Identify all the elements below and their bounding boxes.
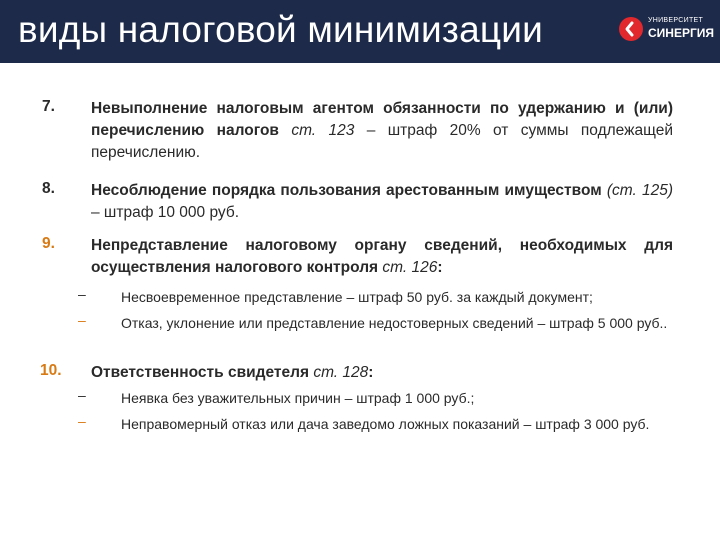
sub-item-text: Несвоевременное представление – штраф 50 руб. за каждый документ; — [121, 289, 593, 305]
dash-bullet: – — [78, 387, 86, 403]
sub-item-text: Неправомерный отказ или дача заведомо ложных показаний – штраф 3 000 руб. — [121, 416, 650, 432]
dash-bullet: – — [78, 312, 86, 328]
item-rest-text: : — [368, 364, 374, 381]
item-article: (ст. 125) — [606, 182, 673, 199]
item-article: ст. 128 — [313, 364, 369, 381]
item-text — [91, 180, 673, 224]
item-text — [91, 235, 673, 279]
item-number: 10. — [40, 362, 62, 379]
item-bold-text: Несоблюдение порядка пользования арестованным имуществом — [91, 182, 607, 199]
item-text — [91, 362, 673, 384]
item-article: ст. 123 — [291, 122, 355, 139]
item-rest-text: – штраф 10 000 руб. — [91, 204, 240, 221]
sub-item-text: Неявка без уважительных причин – штраф 1 000 руб.; — [121, 390, 475, 406]
slide-title: виды налоговой минимизации — [18, 9, 543, 50]
item-bold-text: Непредставление налоговому органу сведений, необходимых для осуществления налогового контроля — [91, 237, 673, 276]
item-article: ст. 126 — [382, 259, 438, 276]
dash-bullet: – — [78, 286, 86, 302]
item-bold-text: Ответственность свидетеля — [91, 364, 314, 381]
item-number: 9. — [42, 235, 55, 252]
item-bold-text: Невыполнение налоговым агентом обязанности по удержанию и (или) перечислению налогов — [91, 100, 673, 139]
logo-synergy-text: СИНЕРГИЯ — [648, 26, 715, 40]
sub-item-text: Отказ, уклонение или представление недостоверных сведений – штраф 5 000 руб.. — [121, 315, 668, 331]
item-rest-text: : — [437, 259, 443, 276]
item-text — [91, 98, 673, 164]
dash-bullet: – — [78, 413, 86, 429]
logo-university-text: УНИВЕРСИТЕТ — [648, 17, 704, 24]
item-number: 8. — [42, 180, 55, 197]
item-rest-text: – штраф 20% от суммы подлежащей перечислению. — [91, 122, 673, 161]
item-number: 7. — [42, 98, 55, 115]
